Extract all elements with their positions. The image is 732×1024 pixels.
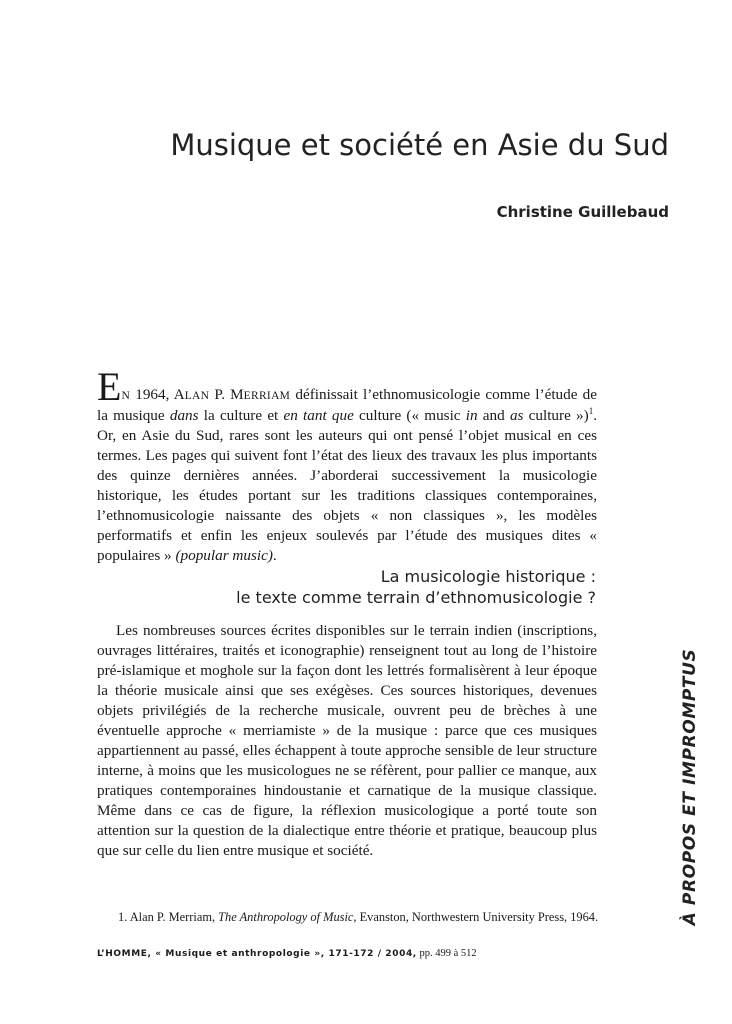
intro-text: définissait l’ethnomusicologie comme l’étude de la musique (97, 386, 597, 424)
page-range: pp. 499 à 512 (416, 948, 477, 959)
footnote-text: 1. Alan P. Merriam, (118, 910, 219, 924)
section-heading-line: le texte comme terrain d’ethnomusicologie ? (236, 588, 596, 607)
intro-lead: N (121, 390, 131, 402)
author-name-initial: A (173, 386, 185, 403)
intro-italic: (popular music) (175, 547, 273, 564)
author-name-part: P. M (209, 386, 244, 403)
body-paragraph: Les nombreuses sources écrites disponibles sur le terrain indien (inscriptions, ouvrages littéraires, traités et iconographie) renseignent tout au long de l’histoire pré-islamique et moghole sur la façon dont les lettrés formalisèrent à leur époque la théorie musicale ainsi que ses exégèses. Ces sources historiques, devenues objets privilégiés de la recherche musicale, ouvrent peu de brèches à une éventuelle approche « merriamiste » de la musique : parce que ces musiques appartiennent au passé, elles échappent à toute approche sensible de leur structure interne, à moins que les musicologues ne se réfèrent, pour pallier ce manque, aux pratiques contemporaines hindoustanie et carnatique de la musique classique. Même dans ce cas de figure, la réflexion musicologique a porté toute son attention sur la question de la dialectique entre théorie et pratique, beaucoup plus que sur celle du lien entre musique et société. (97, 622, 597, 859)
author-name-part: ERRIAM (243, 390, 291, 402)
footnote-text: Evanston, Northwestern University Press, 1964. (356, 910, 599, 924)
author-name-part: LAN (184, 390, 210, 402)
author-name: Christine Guillebaud (496, 203, 669, 221)
journal-citation: L’HOMME, « Musique et anthropologie », 171-172 / 2004, (97, 949, 417, 959)
section-side-label: À PROPOS ET IMPROMPTUS (680, 648, 700, 926)
intro-year: 1964, (130, 386, 174, 403)
intro-italic: as (509, 407, 524, 424)
drop-cap: E (97, 364, 122, 409)
intro-italic: dans (169, 407, 199, 424)
intro-text: . (272, 547, 277, 564)
intro-text: culture ») (523, 407, 589, 424)
intro-text: and (477, 407, 510, 424)
footnote-book-title: The Anthropology of Music, (218, 910, 357, 924)
page-footer (97, 948, 477, 959)
intro-paragraph (97, 364, 597, 566)
section-heading (236, 566, 596, 608)
intro-text: culture (« music (353, 407, 466, 424)
intro-italic: en tant que (283, 407, 354, 424)
intro-text: . Or, en Asie du Sud, rares sont les auteurs qui ont pensé l’objet musical en ces termes. Les pages qui suivent font l’état des lieux des travaux les plus importants des quinze dernières années. J’aborderai successivement la musicologie historique, les études portant sur les traditions classiques contemporaines, l’ethnomusicologie naissante des objets « non classiques », les modèles performatifs et enfin les enjeux soulevés par l’étude des musiques dites « populaires » (97, 407, 597, 564)
section-heading-line: La musicologie historique : (380, 567, 596, 586)
footnote (118, 909, 598, 925)
side-label-container (670, 650, 710, 924)
footnote-ref[interactable]: 1 (588, 406, 594, 416)
article-title: Musique et société en Asie du Sud (170, 128, 669, 162)
intro-text: la culture et (198, 407, 284, 424)
intro-italic: in (465, 407, 478, 424)
